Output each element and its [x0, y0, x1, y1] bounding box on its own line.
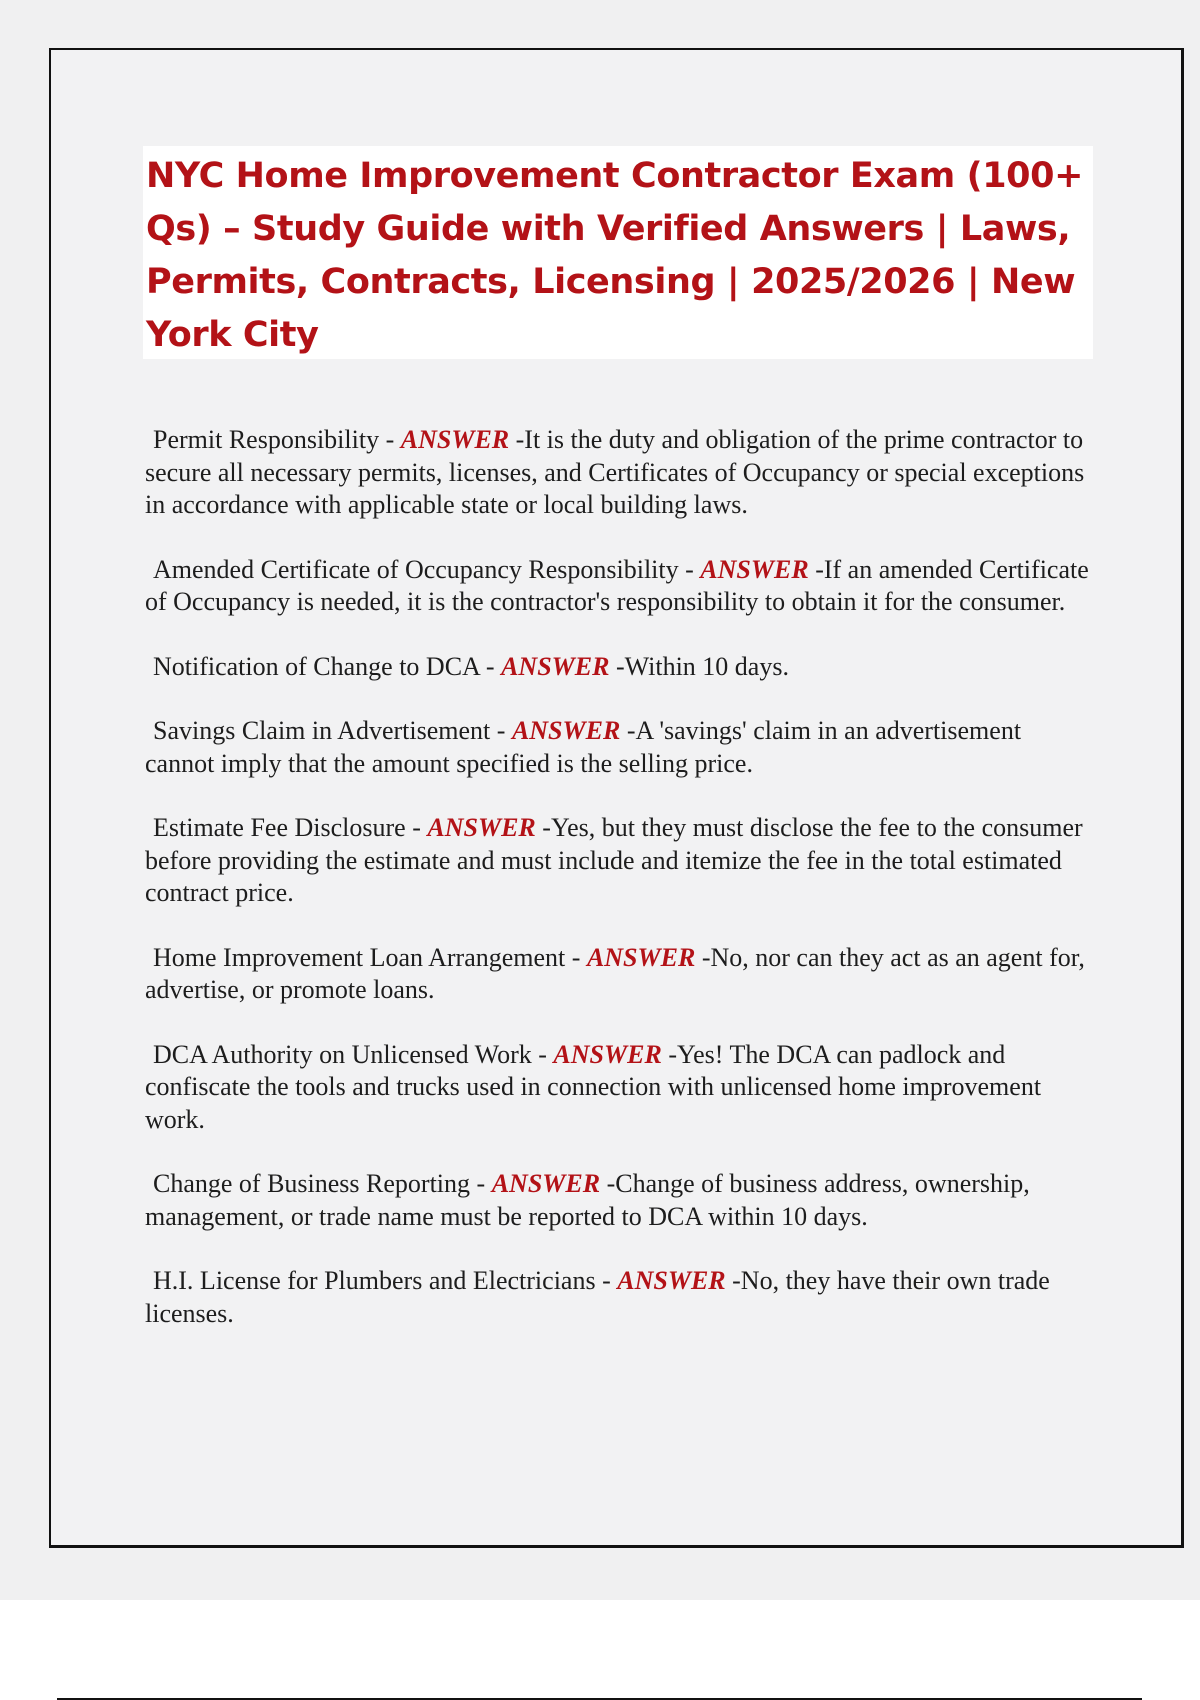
answer-text: -Yes, but they must disclose the fee to the consumer before providing the estimate and must include and itemize the fee in the total estimated contract price.: [145, 813, 1083, 907]
answer-label: ANSWER: [586, 942, 696, 972]
separator: -: [470, 1169, 492, 1198]
question-text: Home Improvement Loan Arrangement: [153, 942, 566, 972]
separator: -: [479, 651, 502, 681]
answer-text: -Yes! The DCA can padlock and confiscate the tools and trucks used in connection with unlicensed home improvement work.: [145, 1039, 1042, 1134]
question-text: Permit Responsibility: [153, 425, 380, 454]
answer-label: ANSWER: [700, 554, 809, 584]
separator: -: [565, 942, 587, 972]
separator: -: [490, 716, 512, 745]
question-text: DCA Authority on Unlicensed Work: [153, 1039, 532, 1069]
answer-label: ANSWER: [491, 1169, 601, 1198]
question-text: Estimate Fee Disclosure: [153, 813, 406, 842]
question-text: Notification of Change to DCA: [153, 651, 480, 681]
separator: -: [405, 813, 428, 842]
document-title: NYC Home Improvement Contractor Exam (100+ Qs) – Study Guide with Verified Answers | Laws, Permits, Contracts, Licensing | 2025/2026 | New York City: [146, 156, 1084, 355]
answer-text: -It is the duty and obligation of the prime contractor to secure all necessary permits, licenses, and Certificates of Occupancy or special exceptions in accordance with applicable state or local building laws.: [145, 425, 1085, 519]
answer-label: ANSWER: [400, 425, 510, 454]
separator: -: [595, 1266, 618, 1295]
answer-text: -No, nor can they act as an agent for, advertise, or promote loans.: [145, 942, 1085, 1004]
qa-item: [145, 651, 1090, 684]
answer-label: ANSWER: [553, 1039, 662, 1069]
answer-label: ANSWER: [501, 651, 610, 681]
answer-text: -Within 10 days.: [615, 651, 789, 681]
question-text: Savings Claim in Advertisement: [153, 716, 491, 745]
qa-item: [145, 812, 1090, 910]
answer-label: ANSWER: [511, 716, 621, 745]
answer-text: -If an amended Certificate of Occupancy is needed, it is the contractor's responsibility to obtain it for the consumer.: [145, 554, 1089, 616]
qa-item: [145, 1168, 1090, 1233]
qa-item: [145, 715, 1090, 780]
question-text: Change of Business Reporting: [153, 1169, 471, 1198]
answer-label: ANSWER: [427, 813, 536, 842]
answer-text: -No, they have their own trade licenses.: [145, 1266, 1050, 1328]
qa-item: [145, 1265, 1090, 1330]
qa-item: [145, 942, 1090, 1007]
separator: -: [678, 554, 701, 584]
question-text: H.I. License for Plumbers and Electricians: [153, 1266, 596, 1295]
separator: -: [531, 1039, 554, 1069]
answer-text: -A 'savings' claim in an advertisement cannot imply that the amount specified is the selling price.: [145, 716, 1022, 778]
qa-item: [145, 1039, 1090, 1137]
qa-item: [145, 554, 1090, 619]
answer-label: ANSWER: [617, 1266, 726, 1295]
separator: -: [379, 425, 401, 454]
qa-list: [145, 424, 1090, 1362]
qa-item: [145, 424, 1090, 522]
answer-text: -Change of business address, ownership, management, or trade name must be reported to DCA within 10 days.: [145, 1169, 1030, 1231]
question-text: Amended Certificate of Occupancy Responsibility: [153, 554, 679, 584]
